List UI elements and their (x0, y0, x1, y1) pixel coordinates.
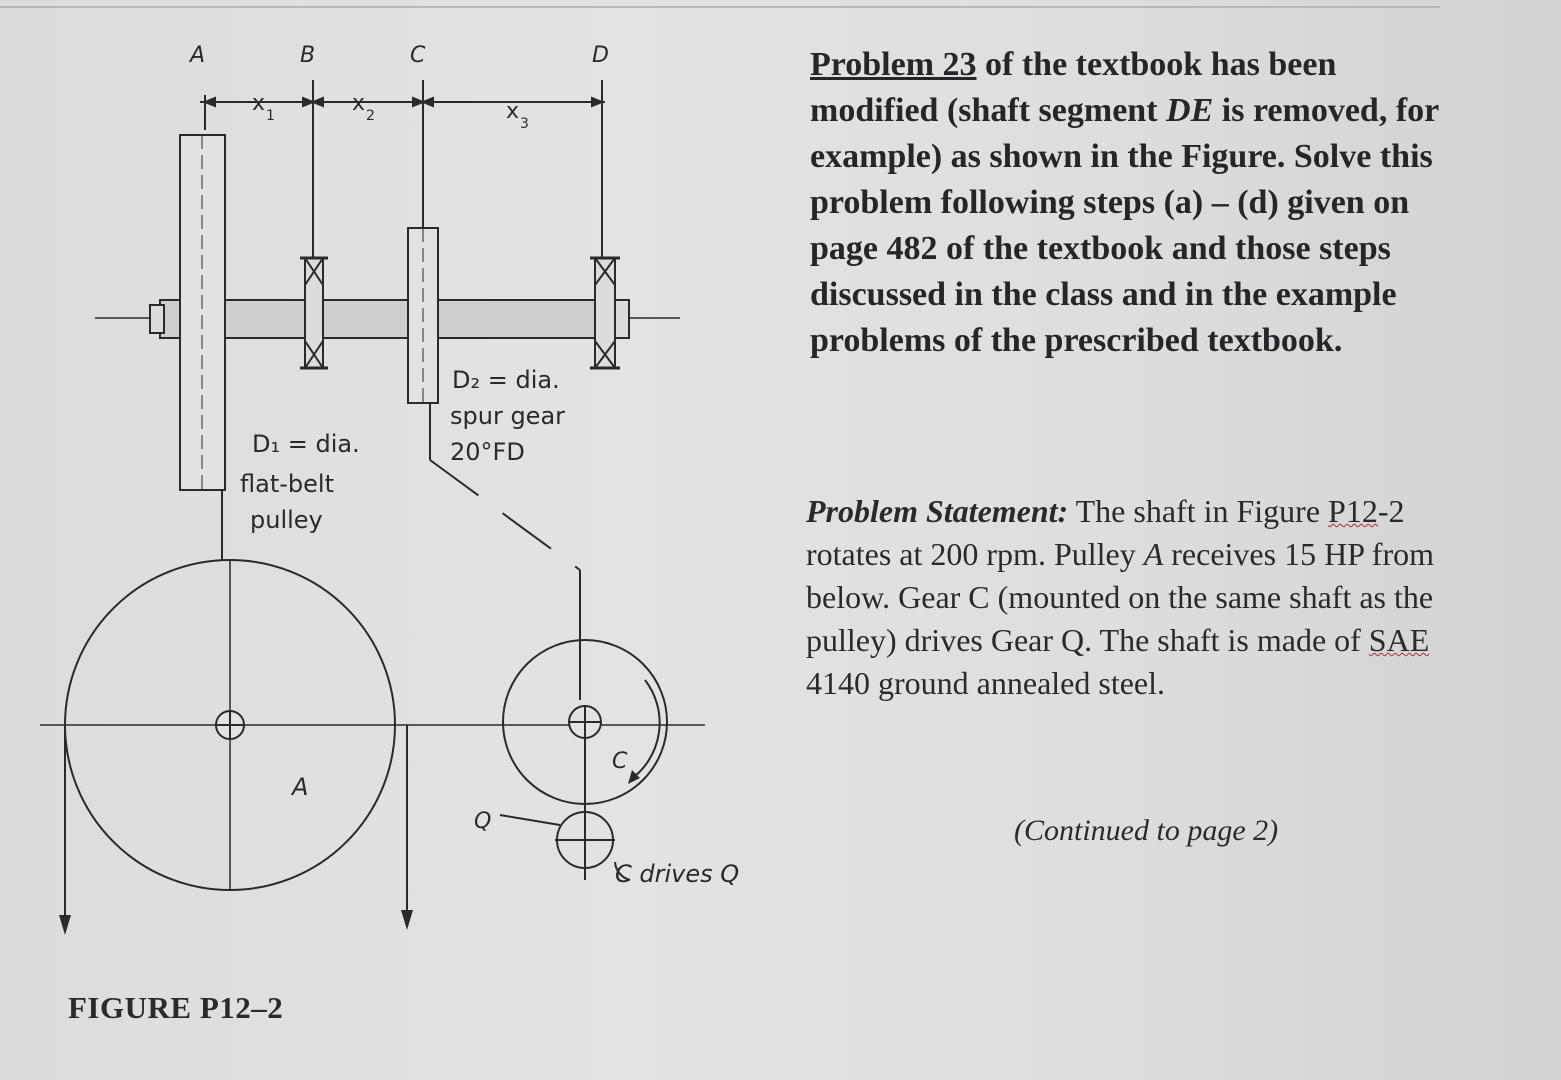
statement-pulley: A (1143, 536, 1164, 572)
statement-lead: Problem Statement: (806, 493, 1069, 529)
statement-text-1: The shaft in Figure (1068, 493, 1329, 529)
intro-problem-ref: Problem 23 (810, 46, 977, 83)
shaft-end-left (150, 305, 164, 333)
label-gear-q: Q (474, 809, 492, 834)
intro-paragraph (810, 42, 1450, 364)
label-gear-c: C (612, 749, 628, 774)
label-d1-line1: D₁ = dia. (252, 430, 360, 458)
shaft-figure (0, 0, 780, 980)
statement-sae: SAE (1368, 622, 1430, 658)
dim-arrow-a (205, 98, 215, 106)
label-b-top: B (300, 43, 316, 68)
label-x1-sub: 1 (266, 108, 275, 124)
label-c-top: C (410, 43, 426, 68)
bearing-d (595, 258, 615, 368)
label-x2: x (352, 91, 366, 116)
figure-caption: FIGURE P12–2 (68, 990, 284, 1025)
intro-text-2: is removed, for example) as shown in the Figure. Solve this problem following steps (a) – (d) given on page 482 of the textbook and those steps discussed in the class and in the example problems of the prescribed textbook. (810, 92, 1439, 359)
statement-text-3: receives 15 HP from below. Gear C (mounted on the same shaft as the pulley) drives Gear Q. The shaft is made of (806, 536, 1434, 658)
intro-text-1: of the textbook has been modified (shaft segment (810, 46, 1337, 129)
label-a-top: A (190, 43, 206, 68)
statement-text-2: -2 rotates at 200 rpm. Pulley (806, 493, 1405, 572)
label-d-top: D (592, 43, 609, 68)
statement-text-4: 4140 ground annealed steel. (806, 665, 1165, 701)
label-pulley-a: A (292, 773, 309, 801)
shaft-body (160, 300, 620, 338)
label-d1-line2: flat-belt (240, 470, 334, 498)
label-x3: x (506, 99, 520, 124)
label-d2-line3: 20°FD (450, 438, 525, 466)
gear-leader-line (430, 460, 580, 570)
dim-arrow-d (592, 98, 602, 106)
label-x1: x (252, 91, 266, 116)
label-d2-line1: D₂ = dia. (452, 366, 560, 394)
label-x2-sub: 2 (366, 108, 375, 124)
label-x3-sub: 3 (520, 116, 529, 132)
dim-arrow-b2 (313, 98, 323, 106)
continued-note: (Continued to page 2) (1014, 814, 1279, 847)
label-d1-line3: pulley (250, 506, 323, 534)
q-leader (500, 815, 560, 825)
intro-segment-de: DE (1166, 92, 1214, 129)
problem-statement (806, 490, 1446, 705)
dim-arrow-c2 (423, 98, 433, 106)
statement-figure-ref: P12 (1328, 493, 1378, 529)
label-c-drives-q: C drives Q (615, 860, 740, 888)
label-d2-line2: spur gear (450, 402, 566, 430)
bearing-b (305, 258, 323, 368)
